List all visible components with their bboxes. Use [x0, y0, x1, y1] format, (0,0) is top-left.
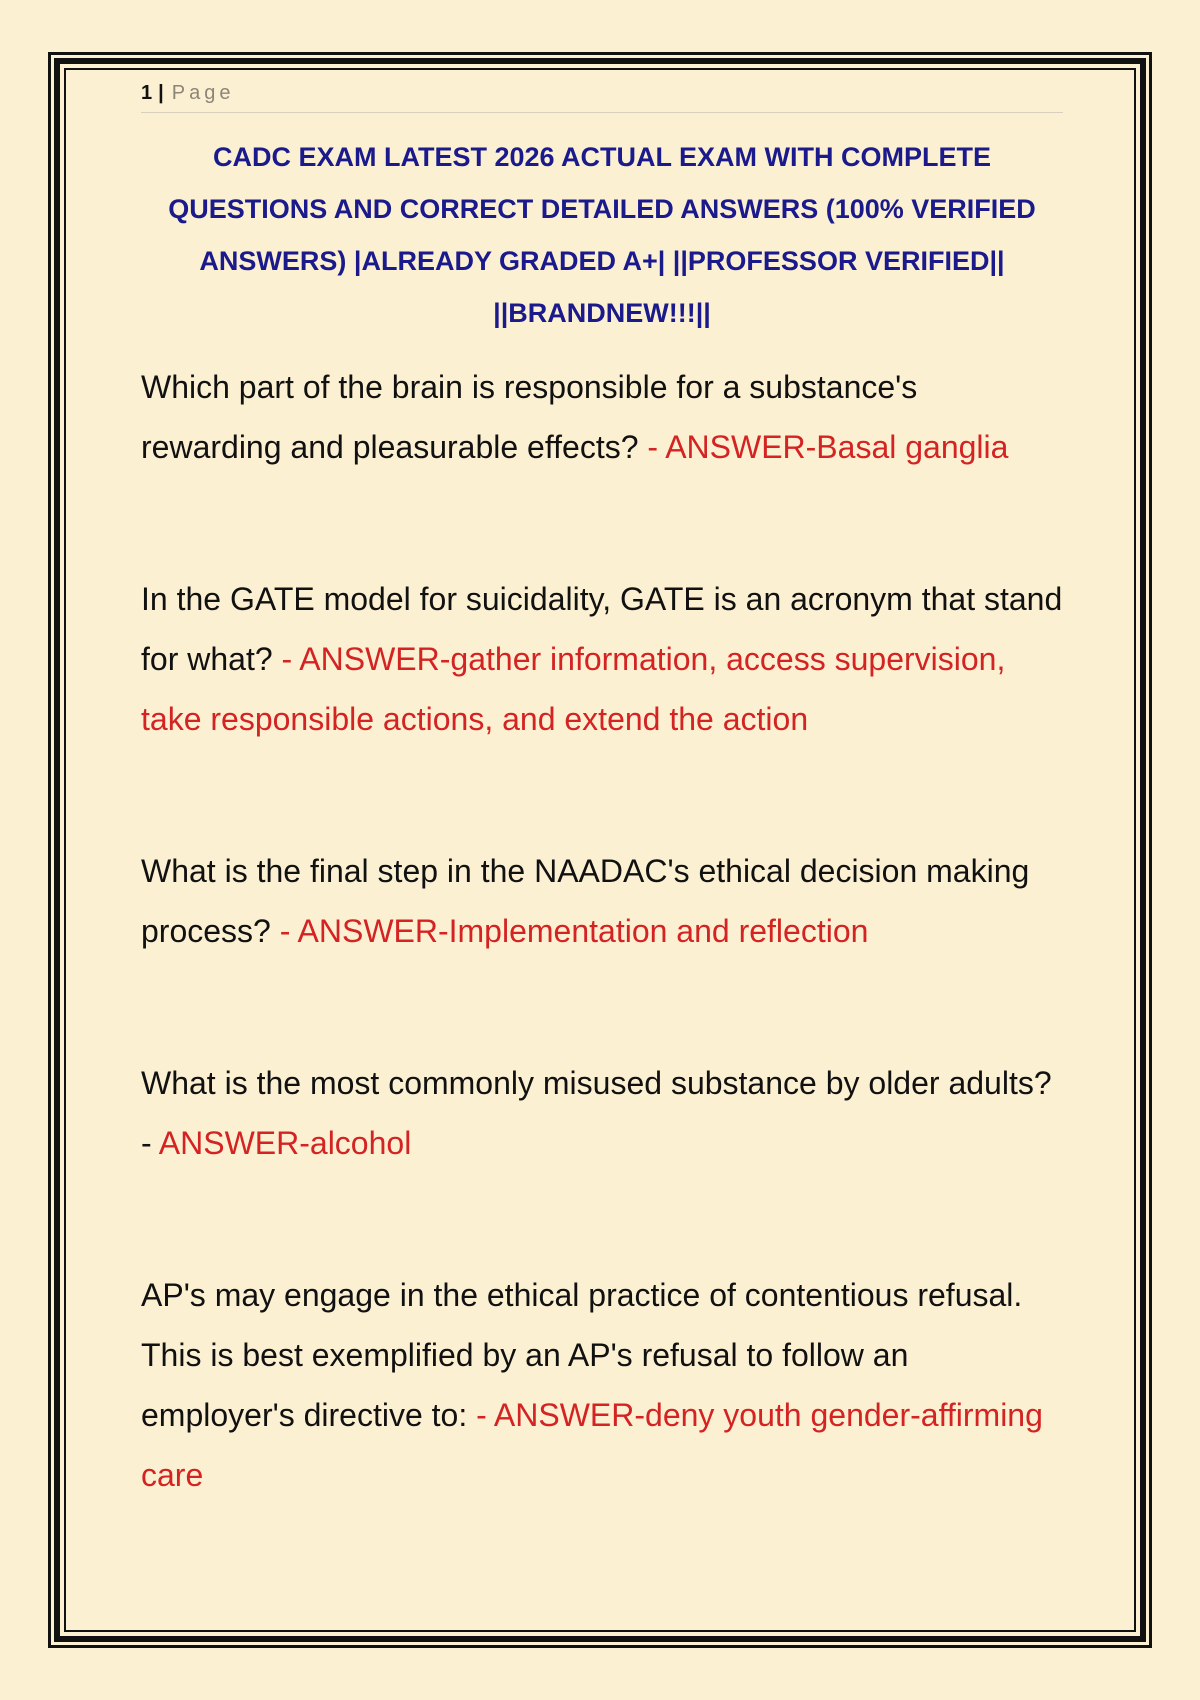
qa-item	[141, 357, 1063, 477]
answer-text: - ANSWER-deny youth gender-affirming care	[141, 1397, 1043, 1493]
answer-text: - ANSWER-gather information, access supervision, take responsible actions, and extend the action	[141, 641, 1006, 737]
page-number: 1	[141, 82, 153, 104]
answer-text: - ANSWER-Basal ganglia	[647, 429, 1009, 465]
page-separator: |	[158, 82, 164, 104]
document-title: CADC EXAM LATEST 2026 ACTUAL EXAM WITH COMPLETE QUESTIONS AND CORRECT DETAILED ANSWERS (100% VERIFIED ANSWERS) |ALREADY GRADED A+| ||PROFESSOR VERIFIED|| ||BRANDNEW!!!||	[168, 142, 1036, 328]
qa-item	[141, 1265, 1063, 1505]
question-text: Which part of the brain is responsible for a substance's rewarding and pleasurable effects?	[141, 369, 918, 465]
question-text: What is the final step in the NAADAC's ethical decision making process?	[141, 853, 1030, 949]
qa-list	[141, 357, 1063, 1505]
question-text: In the GATE model for suicidality, GATE is an acronym that stand for what?	[141, 581, 1063, 677]
page-content	[141, 78, 1063, 1597]
qa-item	[141, 841, 1063, 961]
question-text: What is the most commonly misused substance by older adults? -	[141, 1065, 1052, 1161]
page-label: Page	[171, 82, 235, 104]
question-text: AP's may engage in the ethical practice of contentious refusal. This is best exemplified by an AP's refusal to follow an employer's directive to:	[141, 1277, 1023, 1433]
answer-text: ANSWER-alcohol	[158, 1125, 412, 1161]
page-header	[141, 78, 1063, 113]
qa-item	[141, 569, 1063, 749]
answer-text: - ANSWER-Implementation and reflection	[279, 913, 869, 949]
qa-item	[141, 1053, 1063, 1173]
